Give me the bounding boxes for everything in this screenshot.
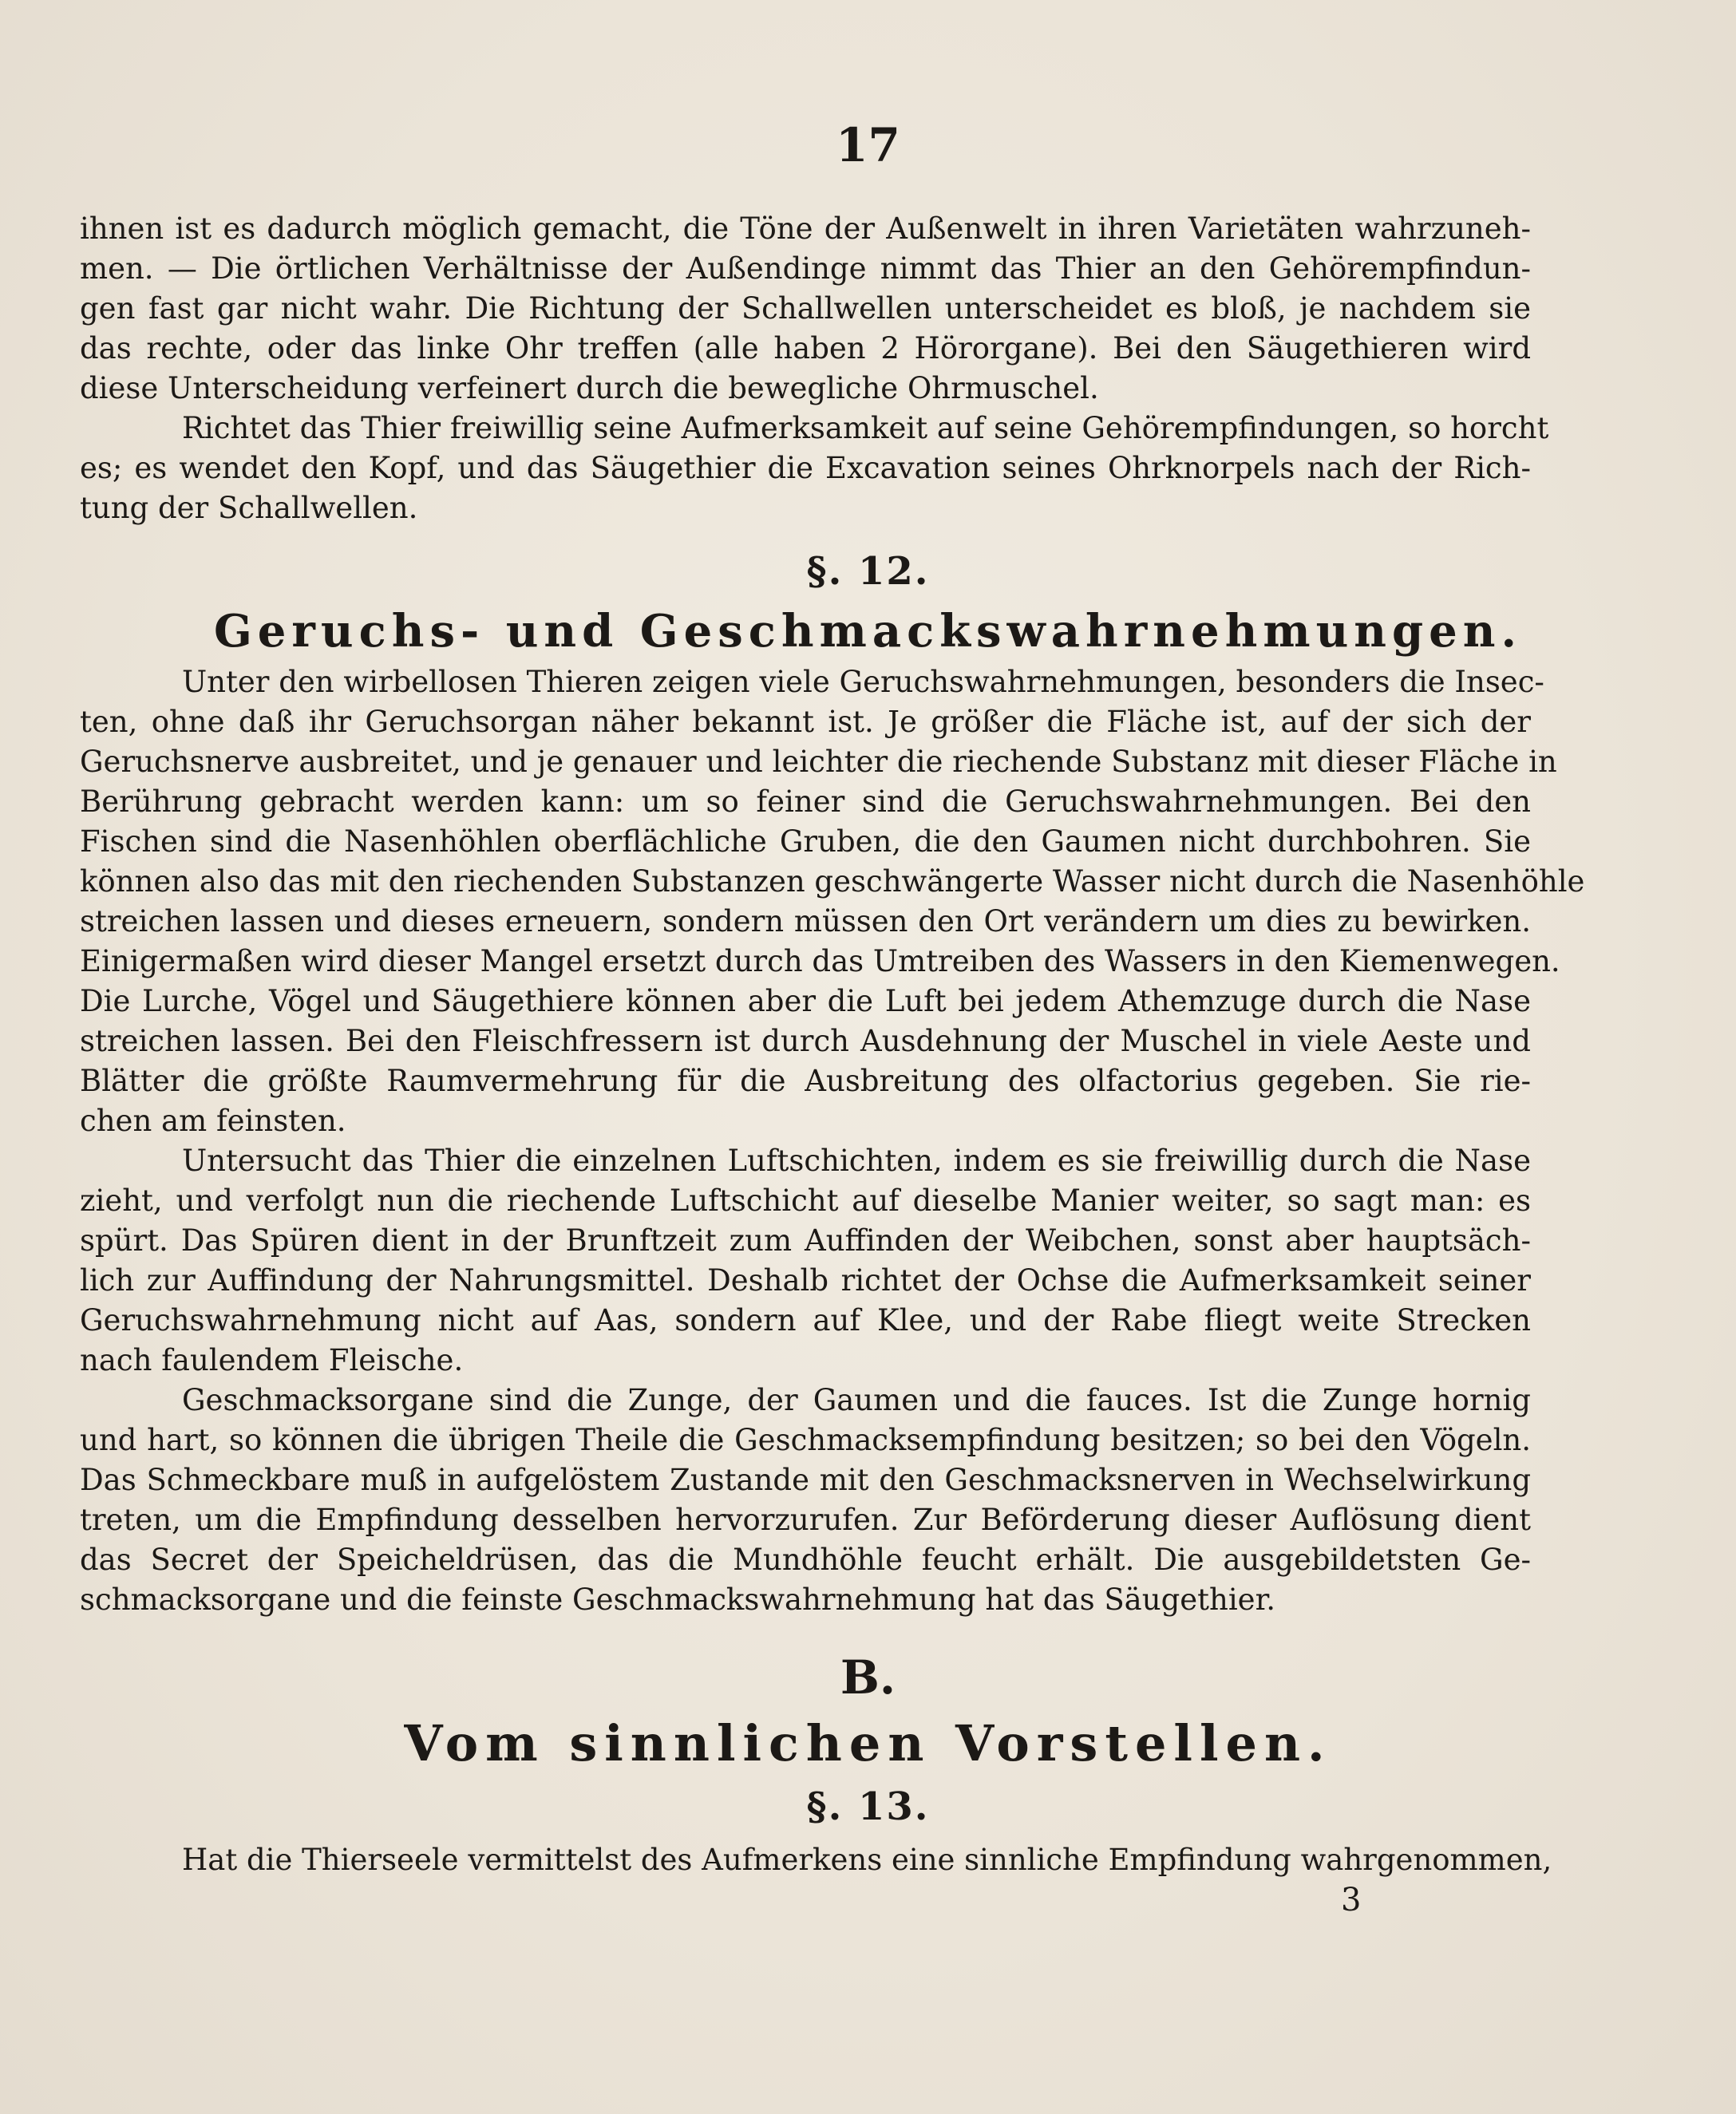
text-line: streichen lassen und dieses erneuern, sondern müssen den Ort verändern um dies zu bewirken. xyxy=(80,904,1531,938)
page-number: 17 xyxy=(836,118,900,172)
section-13-number: §. 13. xyxy=(806,1784,930,1829)
text-line: Hat die Thierseele vermittelst des Aufmerkens eine sinnliche Empfindung wahrgenommen, xyxy=(182,1843,1552,1877)
section-12-number: §. 12. xyxy=(806,549,930,594)
section-12-title: Geruchs- und Geschmackswahrnehmungen. xyxy=(213,605,1523,658)
text-line: zieht, und verfolgt nun die riechende Luftschicht auf dieselbe Manier weiter, so sagt man: es xyxy=(80,1183,1531,1218)
text-line: ihnen ist es dadurch möglich gemacht, die Töne der Außenwelt in ihren Varietäten wahrzuneh- xyxy=(80,211,1531,246)
text-line: Unter den wirbellosen Thieren zeigen viele Geruchswahrnehmungen, besonders die Insec- xyxy=(182,665,1544,699)
intro-paragraphs xyxy=(80,209,1549,528)
text-line: Fischen sind die Nasenhöhlen oberflächliche Gruben, die den Gaumen nicht durchbohren. Sie xyxy=(80,824,1531,859)
text-line: Geruchsnerve ausbreitet, und je genauer und leichter die riechende Substanz mit dieser Fläche in xyxy=(80,745,1557,779)
part-b-letter: B. xyxy=(840,1650,896,1705)
signature-mark: 3 xyxy=(1341,1882,1362,1918)
text-line: gen fast gar nicht wahr. Die Richtung der Schallwellen unterscheidet es bloß, je nachdem sie xyxy=(80,291,1531,326)
section-13-body xyxy=(80,1840,1552,1880)
text-line: diese Unterscheidung verfeinert durch die bewegliche Ohrmuschel. xyxy=(80,371,1099,405)
text-line: ten, ohne daß ihr Geruchsorgan näher bekannt ist. Je größer die Fläche ist, auf der sich der xyxy=(80,705,1531,739)
text-line: treten, um die Empfindung desselben hervorzurufen. Zur Beförderung dieser Auflösung dient xyxy=(80,1503,1531,1537)
text-line: Geruchswahrnehmung nicht auf Aas, sondern auf Klee, und der Rabe fliegt weite Strecken xyxy=(80,1303,1531,1338)
text-line: können also das mit den riechenden Substanzen geschwängerte Wasser nicht durch die Nasenhöhle xyxy=(80,864,1585,899)
text-line: Berührung gebracht werden kann: um so feiner sind die Geruchswahrnehmungen. Bei den xyxy=(80,784,1531,819)
text-line: es; es wendet den Kopf, und das Säugethier die Excavation seines Ohrknorpels nach der Rich- xyxy=(80,451,1531,485)
text-line: chen am feinsten. xyxy=(80,1104,346,1138)
text-line: das Secret der Speicheldrüsen, das die Mundhöhle feucht erhält. Die ausgebildetsten Ge- xyxy=(80,1543,1531,1577)
text-line: das rechte, oder das linke Ohr treffen (alle haben 2 Hörorgane). Bei den Säugethieren wird xyxy=(80,331,1531,366)
text-line: und hart, so können die übrigen Theile die Geschmacksempfindung besitzen; so bei den Vögeln. xyxy=(80,1423,1531,1457)
text-line: men. — Die örtlichen Verhältnisse der Außendinge nimmt das Thier an den Gehörempfindun- xyxy=(80,251,1531,286)
part-b-title: Vom sinnlichen Vorstellen. xyxy=(404,1714,1332,1772)
text-line: streichen lassen. Bei den Fleischfressern ist durch Ausdehnung der Muschel in viele Aeste und xyxy=(80,1024,1531,1058)
text-line: Die Lurche, Vögel und Säugethiere können aber die Luft bei jedem Athemzuge durch die Nase xyxy=(80,984,1531,1018)
text-line: spürt. Das Spüren dient in der Brunftzeit zum Auffinden der Weibchen, sonst aber hauptsäch- xyxy=(80,1223,1531,1258)
text-line: nach faulendem Fleische. xyxy=(80,1343,464,1377)
text-line: tung der Schallwellen. xyxy=(80,491,418,525)
text-line: Richtet das Thier freiwillig seine Aufmerksamkeit auf seine Gehörempfindungen, so horcht xyxy=(182,411,1549,445)
section-12-body xyxy=(80,662,1585,1620)
text-line: Untersucht das Thier die einzelnen Luftschichten, indem es sie freiwillig durch die Nase xyxy=(182,1144,1531,1178)
text-line: Geschmacksorgane sind die Zunge, der Gaumen und die fauces. Ist die Zunge hornig xyxy=(182,1383,1531,1417)
text-line: Das Schmeckbare muß in aufgelöstem Zustande mit den Geschmacksnerven in Wechselwirkung xyxy=(80,1463,1531,1497)
text-line: schmacksorgane und die feinste Geschmackswahrnehmung hat das Säugethier. xyxy=(80,1583,1275,1617)
text-line: lich zur Auffindung der Nahrungsmittel. Deshalb richtet der Ochse die Aufmerksamkeit seiner xyxy=(80,1263,1531,1298)
text-line: Einigermaßen wird dieser Mangel ersetzt durch das Umtreiben des Wassers in den Kiemenwegen. xyxy=(80,944,1560,978)
text-line: Blätter die größte Raumvermehrung für die Ausbreitung des olfactorius gegeben. Sie rie- xyxy=(80,1064,1531,1098)
